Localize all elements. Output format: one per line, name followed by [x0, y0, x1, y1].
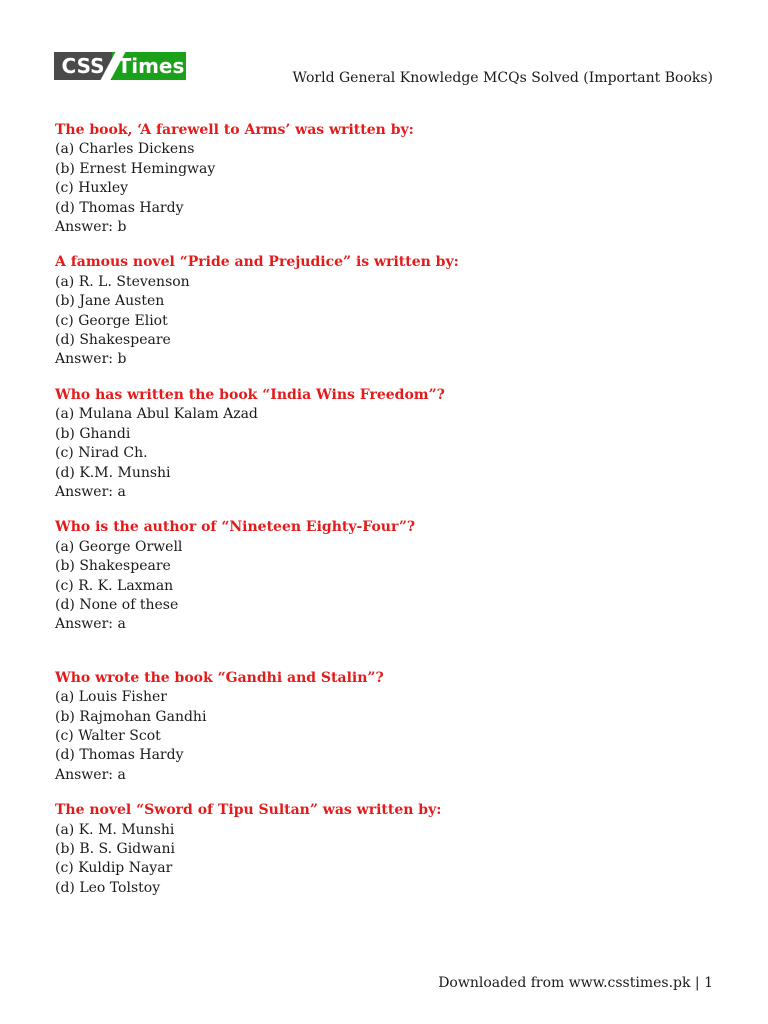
option-c: (c) Walter Scot [55, 727, 161, 744]
question-text: A famous novel “Pride and Prejudice” is written by: [55, 254, 459, 271]
option-a: (a) R. L. Stevenson [55, 273, 190, 290]
csstimes-logo [54, 52, 186, 80]
answer-text: Answer: a [55, 616, 126, 633]
mcq-item-1 [55, 121, 715, 237]
option-a: (a) Charles Dickens [55, 141, 195, 158]
answer-text: Answer: a [55, 766, 126, 783]
option-d: (d) Leo Tolstoy [55, 879, 161, 896]
mcq-item-6 [55, 801, 715, 898]
answer-text: Answer: a [55, 483, 126, 500]
question-text: The novel “Sword of Tipu Sultan” was written by: [55, 802, 442, 819]
page-title: World General Knowledge MCQs Solved (Important Books) [292, 70, 713, 86]
logo-css-text: CSS [61, 54, 105, 78]
option-d: (d) Thomas Hardy [55, 747, 184, 764]
option-b: (b) Ernest Hemingway [55, 160, 216, 177]
option-d: (d) Shakespeare [55, 332, 171, 349]
option-b: (b) Shakespeare [55, 558, 171, 575]
question-text: Who wrote the book “Gandhi and Stalin”? [55, 669, 384, 686]
option-d: (d) None of these [55, 596, 179, 613]
answer-text: Answer: b [55, 219, 127, 236]
option-a: (a) Mulana Abul Kalam Azad [55, 406, 258, 423]
option-b: (b) Jane Austen [55, 293, 165, 310]
logo-css-part [54, 52, 112, 80]
option-b: (b) Ghandi [55, 425, 131, 442]
mcq-item-2 [55, 253, 715, 369]
question-text: Who is the author of “Nineteen Eighty-Four”? [55, 519, 416, 536]
mcq-item-5 [55, 669, 715, 785]
option-c: (c) Nirad Ch. [55, 445, 148, 462]
option-c: (c) R. K. Laxman [55, 577, 174, 594]
option-b: (b) Rajmohan Gandhi [55, 708, 207, 725]
option-c: (c) George Eliot [55, 312, 168, 329]
question-text: Who has written the book “India Wins Freedom”? [55, 386, 445, 403]
mcq-item-4 [55, 518, 715, 634]
mcq-item-3 [55, 386, 715, 502]
question-text: The book, ‘A farewell to Arms’ was written by: [55, 122, 414, 138]
page-footer: Downloaded from www.csstimes.pk | 1 [438, 975, 713, 991]
option-c: (c) Kuldip Nayar [55, 860, 173, 877]
option-d: (d) Thomas Hardy [55, 199, 184, 216]
mcq-list [55, 121, 715, 914]
option-a: (a) Louis Fisher [55, 689, 167, 706]
option-d: (d) K.M. Munshi [55, 464, 171, 481]
answer-text: Answer: b [55, 351, 127, 368]
option-a: (a) K. M. Munshi [55, 821, 175, 838]
option-a: (a) George Orwell [55, 538, 183, 555]
logo-times-text: Times [117, 54, 185, 78]
option-b: (b) B. S. Gidwani [55, 841, 175, 857]
option-c: (c) Huxley [55, 180, 129, 197]
